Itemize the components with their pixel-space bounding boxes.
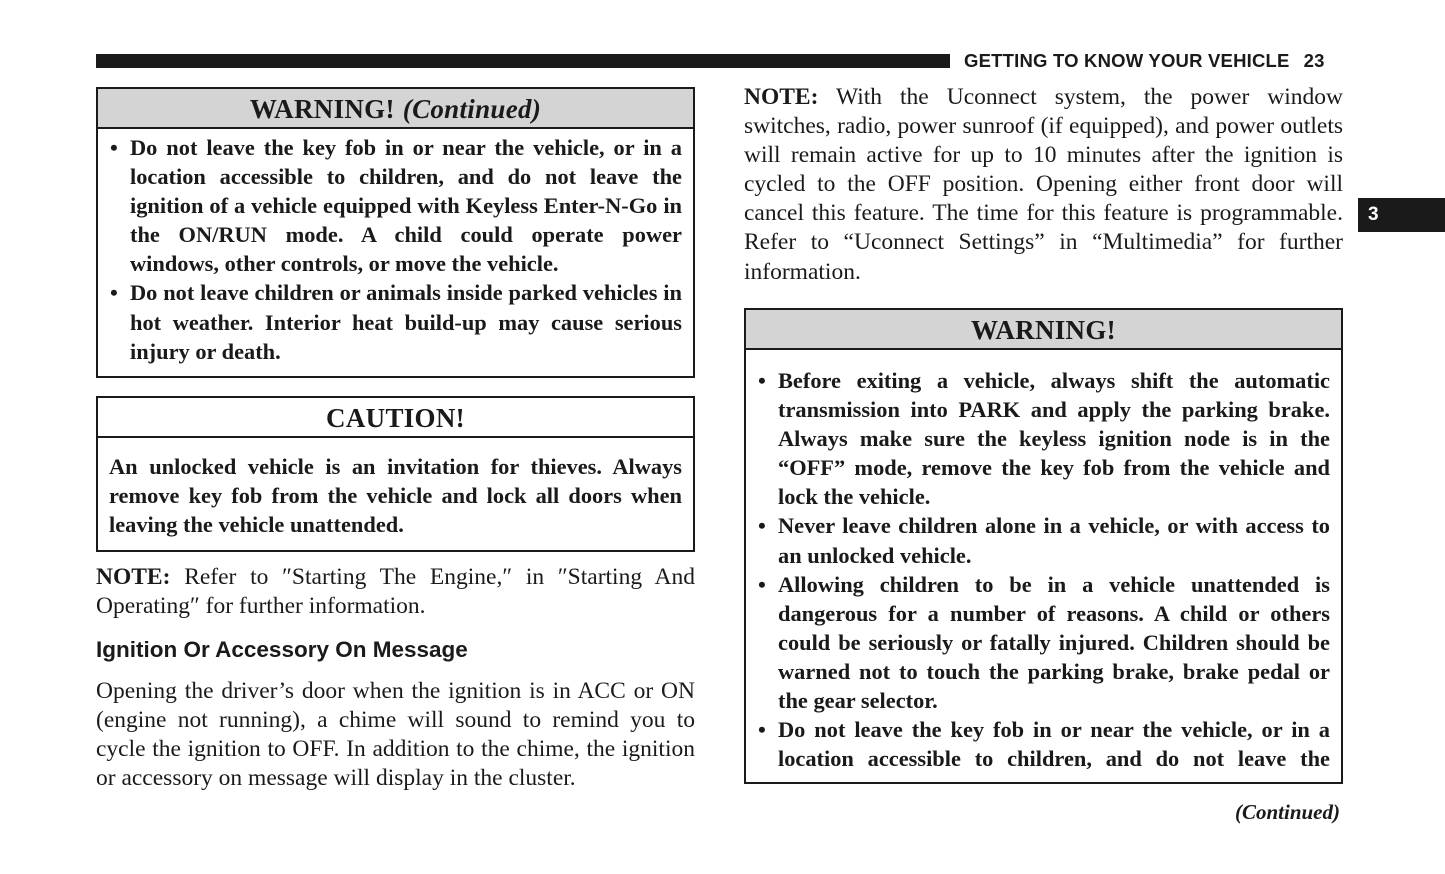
warning-bullet-text: Never leave children alone in a vehicle, or with access to an unlocked vehicle. [778,513,1330,568]
caution-text: An unlocked vehicle is an invitation for thieves. Always remove key fob from the vehicle and lock all doors when leaving the vehicle unattended. [109,454,682,538]
warning-box [744,308,1343,784]
warning-continued-suffix: (Continued) [402,94,542,124]
list-item [757,366,1330,511]
bullet-icon: • [758,368,766,393]
bullet-icon: • [758,717,766,743]
note-paragraph [96,563,695,621]
list-item [757,715,1330,773]
bullet-icon: • [758,513,766,539]
bullet-icon: • [758,571,766,597]
list-item [757,511,1330,569]
warning-body [746,350,1341,783]
warning-bullet-text: Do not leave the key fob in or near the vehicle, or in a location accessible to children, and do not leave the [778,717,1330,772]
list-item [757,570,1330,715]
header-rule [96,54,950,68]
warning-bullet-text: Do not leave children or animals inside parked vehicles in hot weather. Interior heat build-up may cause serious injury or death. [130,280,682,364]
caution-box [96,396,695,552]
running-header [964,49,1348,73]
list-item [109,278,682,365]
note-label: NOTE: [744,84,819,110]
caution-heading: CAUTION! [98,398,693,438]
section-subheading: Ignition Or Accessory On Message [96,637,468,662]
warning-bullet-text: Allowing children to be in a vehicle unattended is dangerous for a number of reasons. A child or others could be seriously or fatally injured. Children should be warned not to touch the parking brake, brake pedal or the gear selector. [778,571,1330,714]
body-paragraph: Opening the driver’s door when the ignition is in ACC or ON (engine not running), a chime will sound to remind you to cycle the ignition to OFF. In addition to the chime, the ignition or accessory on message will display in the cluster. [96,678,695,792]
note-text: Refer to ″Starting The Engine,″ in ″Starting And Operating″ for further information. [96,564,695,620]
warning-title: WARNING! [249,94,395,124]
warning-continued-heading [98,89,693,129]
continued-label: (Continued) [1234,800,1340,824]
bullet-icon: • [110,135,118,160]
section-title: GETTING TO KNOW YOUR VEHICLE [964,50,1290,71]
chapter-tab: 3 [1358,198,1445,232]
warning-continued-box [96,87,695,378]
note-label: NOTE: [96,564,171,590]
page-number: 23 [1303,50,1325,71]
caution-body [98,438,693,549]
warning-bullet-text: Do not leave the key fob in or near the vehicle, or in a location accessible to children, and do not leave the ignition of a vehicle equipped with Keyless Enter-N-Go in the ON/RUN mode. A child could operate power windows, other controls, or move the vehicle. [130,135,682,277]
warning-continued-body [98,129,693,376]
bullet-icon: • [110,280,118,306]
note-paragraph [744,83,1343,287]
warning-heading: WARNING! [746,310,1341,350]
note-text: With the Uconnect system, the power window switches, radio, power sunroof (if equipped), and power outlets will remain active for up to 10 minutes after the ignition is cycled to the OFF position. Opening either front door will cancel this feature. The time for this feature is programmable. Refer to “Uconnect Settings” in “Multimedia” for further information. [744,84,1343,285]
list-item [109,133,682,278]
warning-bullet-text: Before exiting a vehicle, always shift the automatic transmission into PARK and apply the parking brake. Always make sure the keyless ignition node is in the “OFF” mode, remove the key fob from the vehicle and lock the vehicle. [778,368,1330,510]
